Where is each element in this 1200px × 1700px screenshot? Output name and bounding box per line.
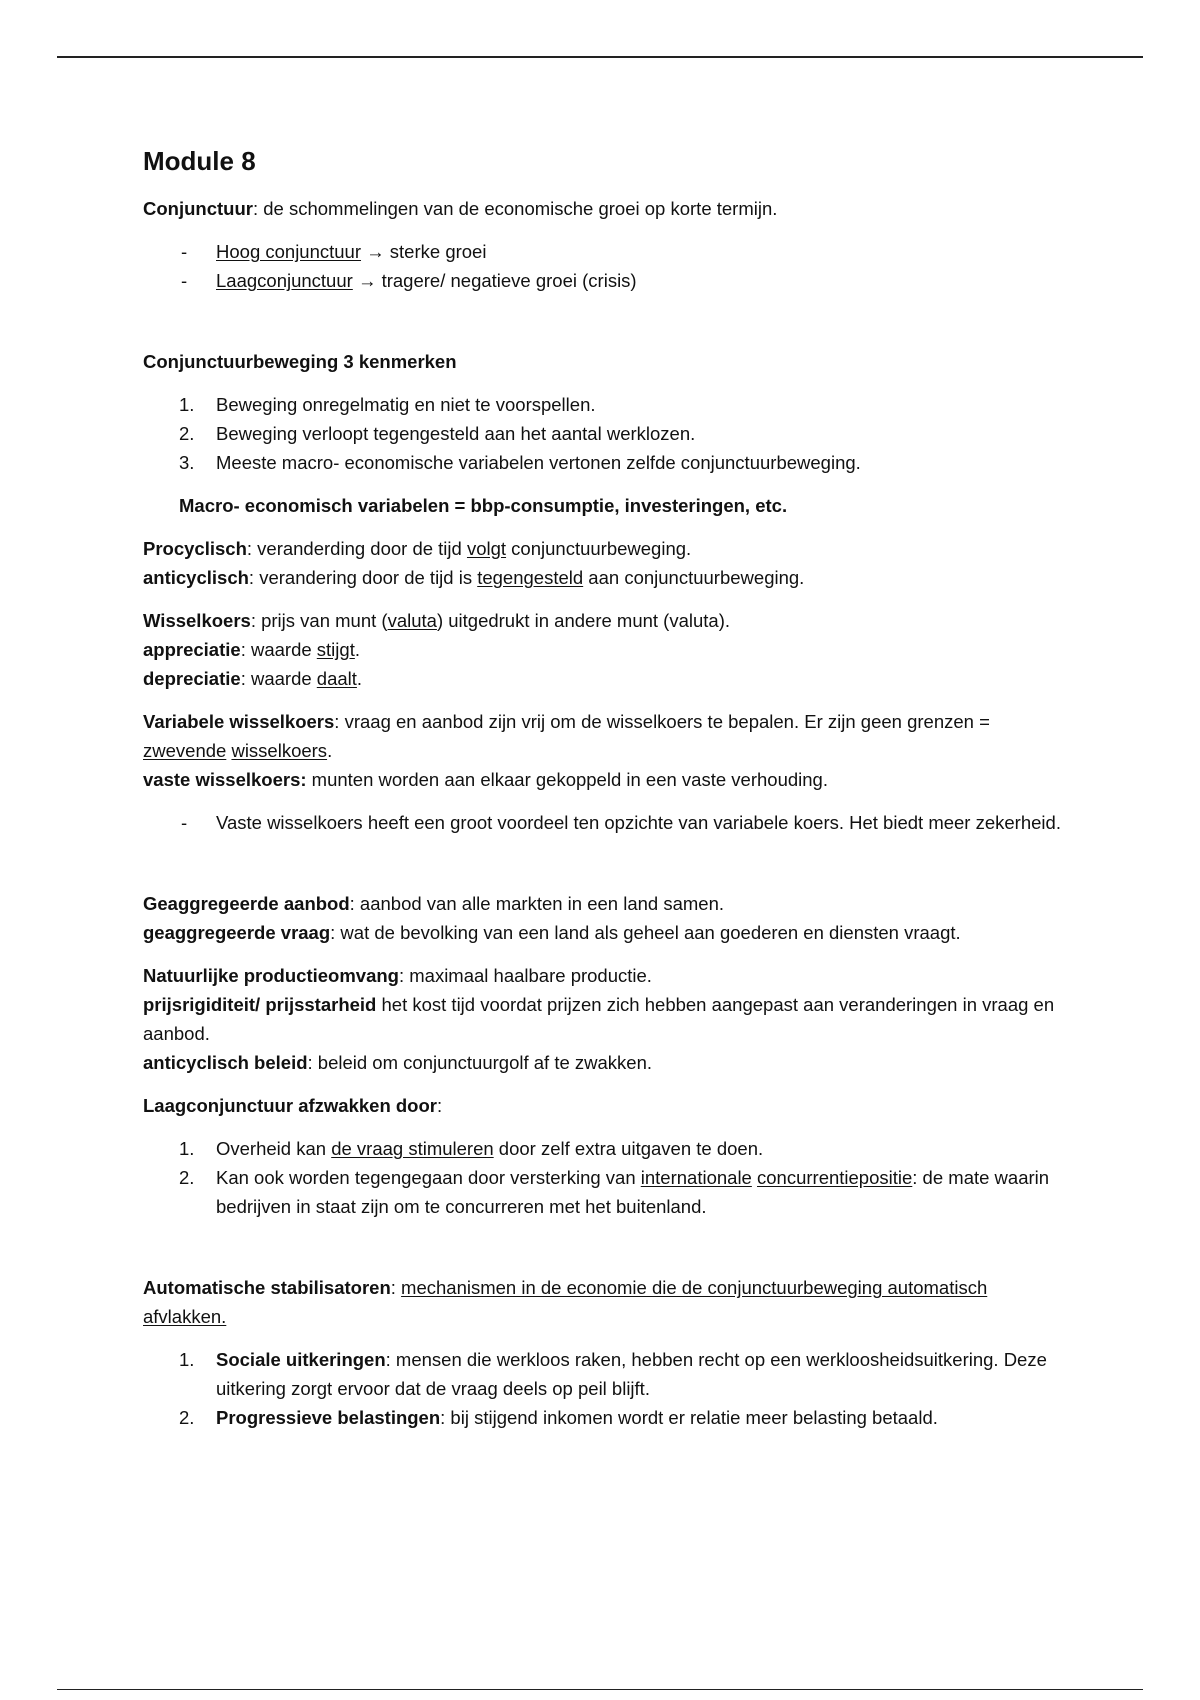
conjunctuur-list (143, 237, 1063, 295)
geaggregeerde-vraag-definition: geaggregeerde vraag: wat de bevolking van een land als geheel aan goederen en diensten vraagt. (143, 922, 961, 943)
afzwakken-list (143, 1134, 1063, 1221)
beweging-list (143, 390, 1063, 477)
afzwakken-heading: Laagconjunctuur afzwakken door: (143, 1095, 443, 1116)
list-item: - Laagconjunctuur → tragere/ negatieve groei (crisis) (181, 270, 637, 291)
stabilisatoren-definition: Automatische stabilisatoren: mechanismen in de economie die de conjunctuurbeweging automatisch afvlakken. (143, 1277, 988, 1327)
bottom-rule (57, 1689, 1143, 1690)
vaste-wisselkoers-definition: vaste wisselkoers: munten worden aan elkaar gekoppeld in een vaste verhouding. (143, 769, 828, 790)
depreciatie-definition: depreciatie: waarde daalt. (143, 668, 363, 689)
wisselkoers-definition: Wisselkoers: prijs van munt (valuta) uitgedrukt in andere munt (valuta). (143, 610, 731, 631)
list-item: 1. Sociale uitkeringen: mensen die werkloos raken, hebben recht op een werkloosheidsuitkering. Deze uitkering zorgt ervoor dat de vraag deels op peil blijft. (179, 1349, 1047, 1399)
anticyclisch-definition: anticyclisch: verandering door de tijd is tegengesteld aan conjunctuurbeweging. (143, 567, 805, 588)
appreciatie-definition: appreciatie: waarde stijgt. (143, 639, 360, 660)
top-rule (57, 56, 1143, 58)
list-item: 2. Progressieve belastingen: bij stijgend inkomen wordt er relatie meer belasting betaald. (179, 1407, 938, 1428)
page-title: Module 8 (143, 146, 256, 176)
productieomvang-definition: Natuurlijke productieomvang: maximaal haalbare productie. (143, 965, 652, 986)
list-item: 2. Beweging verloopt tegengesteld aan het aantal werklozen. (179, 423, 696, 444)
list-item: 3. Meeste macro- economische variabelen vertonen zelfde conjunctuurbeweging. (179, 452, 861, 473)
list-item: 1. Beweging onregelmatig en niet te voorspellen. (179, 394, 596, 415)
geaggregeerde-aanbod-definition: Geaggregeerde aanbod: aanbod van alle markten in een land samen. (143, 893, 725, 914)
list-item: - Vaste wisselkoers heeft een groot voordeel ten opzichte van variabele koers. Het biedt meer zekerheid. (181, 812, 1061, 833)
prijsrigiditeit-definition: prijsrigiditeit/ prijsstarheid het kost tijd voordat prijzen zich hebben aangepast aan veranderingen in vraag en aanbod. (143, 994, 1055, 1044)
list-item: - Hoog conjunctuur → sterke groei (181, 241, 487, 262)
conjunctuur-definition: Conjunctuur: de schommelingen van de economische groei op korte termijn. (143, 198, 778, 219)
stabilisatoren-list (143, 1345, 1063, 1432)
procyclisch-definition: Procyclisch: veranderding door de tijd volgt conjunctuurbeweging. (143, 538, 692, 559)
list-item: 1. Overheid kan de vraag stimuleren door zelf extra uitgaven te doen. (179, 1138, 764, 1159)
beweging-heading: Conjunctuurbeweging 3 kenmerken (143, 351, 457, 372)
macro-note: Macro- economisch variabelen = bbp-consumptie, investeringen, etc. (179, 495, 788, 516)
list-item: 2. Kan ook worden tegengegaan door versterking van internationale concurrentiepositie: de mate waarin bedrijven in staat zijn om te concurreren met het buitenland. (179, 1167, 1050, 1217)
document-body (143, 146, 1063, 1432)
anticyclisch-beleid-definition: anticyclisch beleid: beleid om conjunctuurgolf af te zwakken. (143, 1052, 653, 1073)
wisselkoers-list (143, 808, 1063, 837)
variabele-wisselkoers-definition: Variabele wisselkoers: vraag en aanbod zijn vrij om de wisselkoers te bepalen. Er zijn geen grenzen = zwevende wisselkoers. (143, 711, 990, 761)
